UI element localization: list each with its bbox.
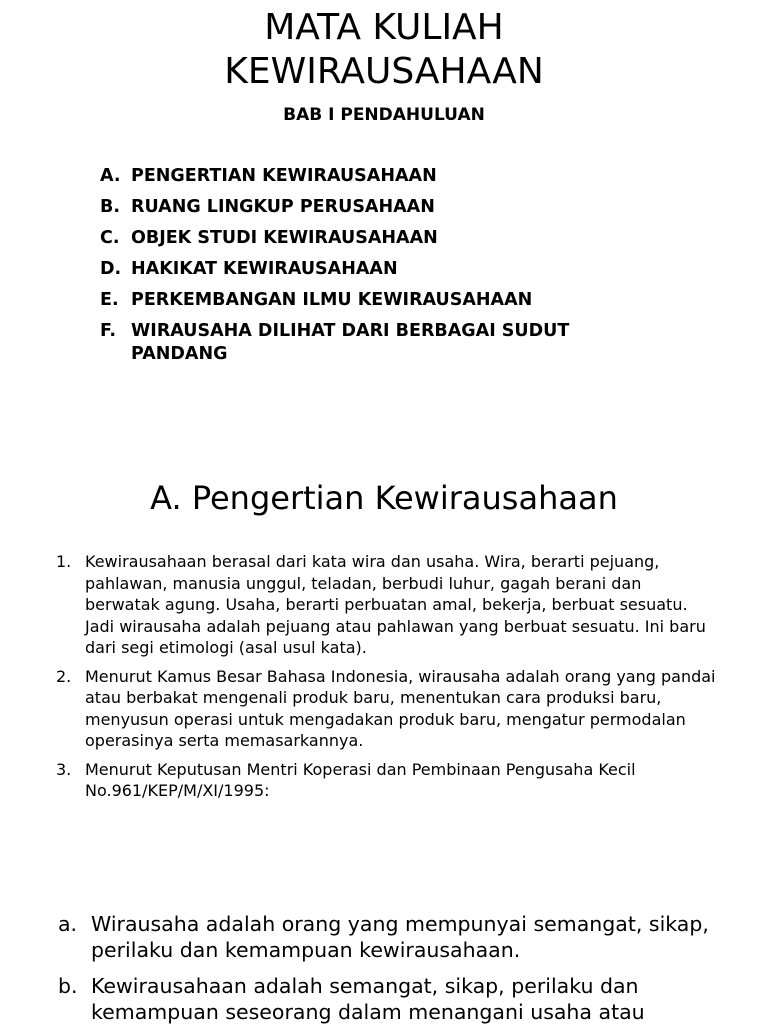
outline-item-f xyxy=(100,320,660,366)
item-text: Kewirausahaan berasal dari kata wira dan usaha. Wira, berarti pejuang, pahlawan, manusia unggul, teladan, berbudi luhur, gagah berani dan berwatak agung. Usaha, berarti perbuatan amal, bekerja, berbuat sesuatu. Jadi wirausaha adalah pejuang atau pahlawan yang berbuat sesuatu. Ini baru dari segi etimologi (asal usul kata). xyxy=(85,552,706,657)
outline-item-d xyxy=(100,258,660,281)
definition-item-3 xyxy=(56,759,716,802)
sub-definition-item-b xyxy=(58,973,728,1025)
title-line-1: MATA KULIAH xyxy=(264,7,504,48)
outline-item-c xyxy=(100,227,660,250)
outline-text: HAKIKAT KEWIRAUSAHAAN xyxy=(131,259,398,279)
outline-text: RUANG LINGKUP PERUSAHAAN xyxy=(131,197,435,217)
outline-item-e xyxy=(100,289,660,312)
item-text: Wirausaha adalah orang yang mempunyai semangat, sikap, perilaku dan kemampuan kewirausahaan. xyxy=(91,912,709,962)
outline-marker: C. xyxy=(100,228,120,248)
chapter-subtitle: BAB I PENDAHULUAN xyxy=(283,105,485,125)
outline-marker: E. xyxy=(100,290,119,310)
item-number: 1. xyxy=(56,552,72,571)
outline-text: PENGERTIAN KEWIRAUSAHAAN xyxy=(131,166,437,186)
definition-item-1 xyxy=(56,551,716,659)
title-line-2: KEWIRAUSAHAAN xyxy=(224,51,544,92)
item-text: Menurut Keputusan Mentri Koperasi dan Pembinaan Pengusaha Kecil No.961/KEP/M/XI/1995: xyxy=(85,759,636,800)
outline-text: OBJEK STUDI KEWIRAUSAHAAN xyxy=(131,228,438,248)
outline-marker: B. xyxy=(100,197,120,217)
outline-marker: D. xyxy=(100,259,122,279)
definition-item-2 xyxy=(56,666,716,752)
item-letter: b. xyxy=(58,974,78,998)
section-title: A. Pengertian Kewirausahaan xyxy=(150,479,618,517)
outline-item-b xyxy=(100,196,660,219)
outline-text: WIRAUSAHA DILIHAT DARI BERBAGAI SUDUT PANDANG xyxy=(131,321,570,364)
outline-marker: F. xyxy=(100,321,117,341)
sub-definition-item-a xyxy=(58,911,728,963)
sub-definition-list xyxy=(58,911,728,1035)
item-text: Kewirausahaan adalah semangat, sikap, perilaku dan kemampuan seseorang dalam menangani usaha atau xyxy=(91,974,645,1024)
item-number: 2. xyxy=(56,666,72,686)
chapter-outline-list xyxy=(100,165,660,374)
item-letter: a. xyxy=(58,912,78,936)
item-number: 3. xyxy=(56,759,72,779)
outline-text: PERKEMBANGAN ILMU KEWIRAUSAHAAN xyxy=(131,290,533,310)
definition-list xyxy=(56,551,716,809)
page-title xyxy=(0,6,768,94)
outline-item-a xyxy=(100,165,660,188)
outline-marker: A. xyxy=(100,166,121,186)
item-text: Menurut Kamus Besar Bahasa Indonesia, wirausaha adalah orang yang pandai atau berbakat mengenali produk baru, menentukan cara produksi baru, menyusun operasi untuk mengadakan produk baru, mengatur permodalan operasinya serta memasarkannya. xyxy=(85,666,716,750)
